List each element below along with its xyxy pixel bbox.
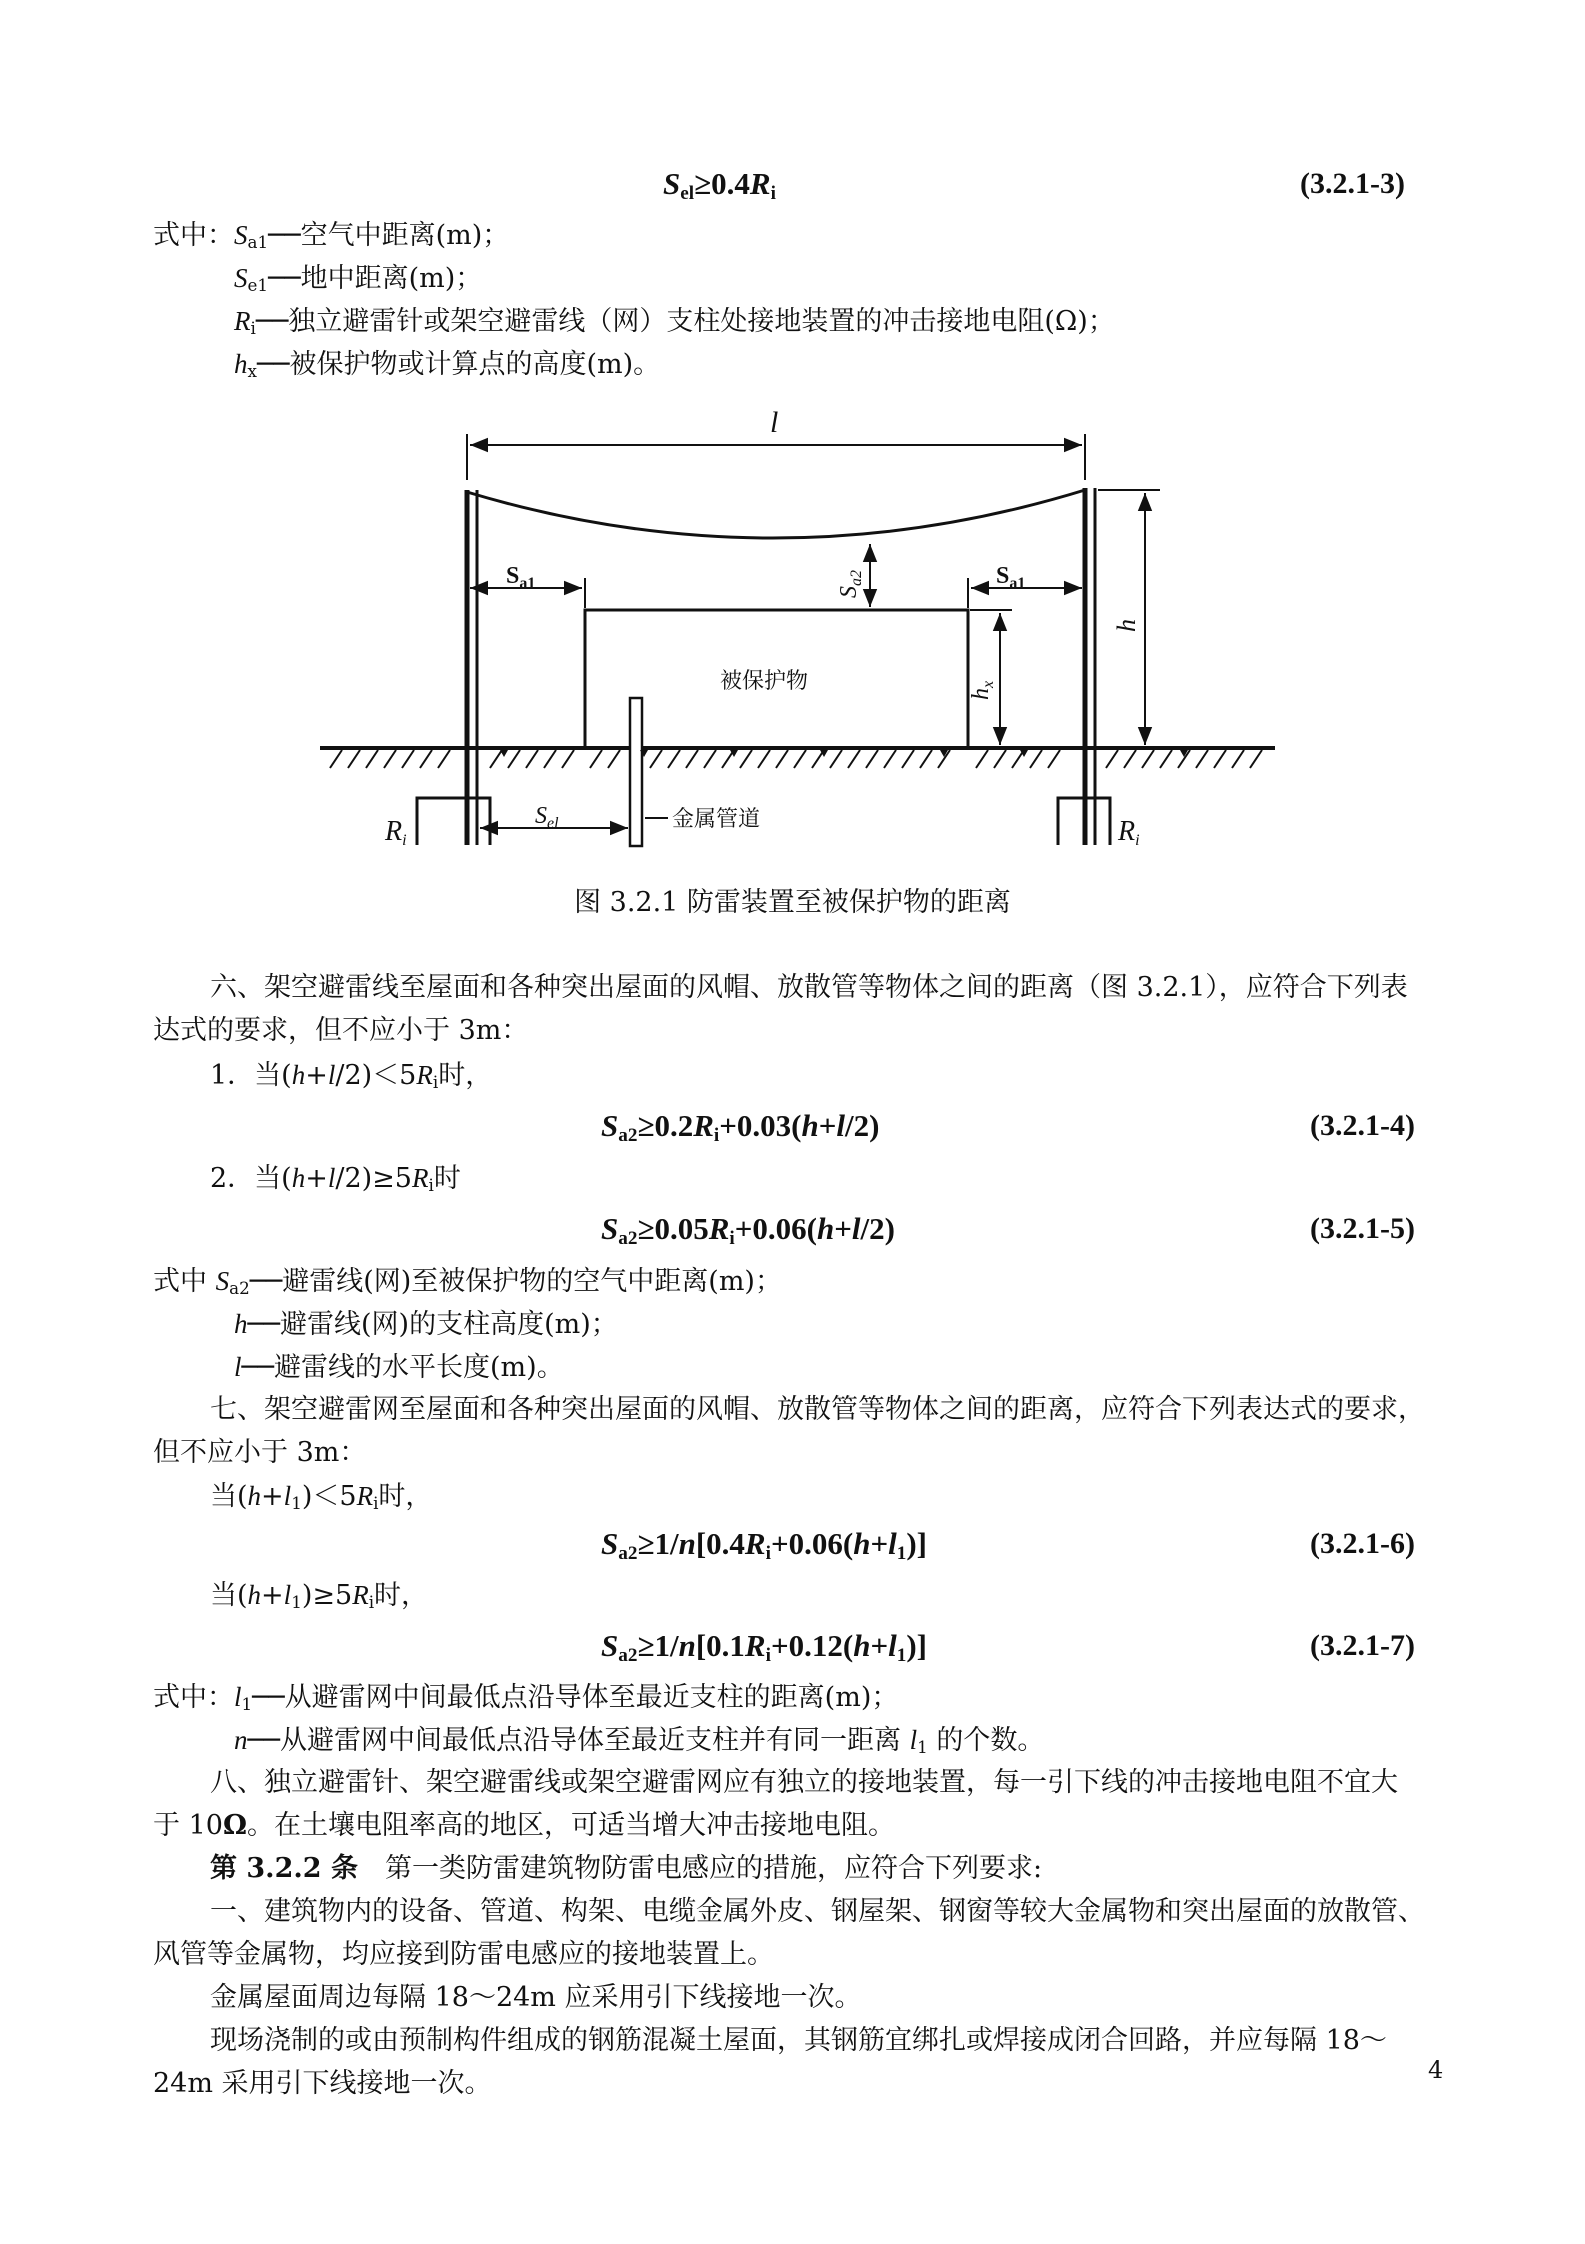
- condition-4: 当$(h+l_1)\ge 5R_i$时，: [210, 1580, 429, 1613]
- equation-3-2-1-6: $S_{a2}\ge 1/n[0.4R_i+0.06(h+l_1)]$: [601, 1526, 928, 1564]
- para-8-line-2: 于 10Ω。在土壤电阻率高的地区，可适当增大冲击接地电阻。: [153, 1810, 895, 1841]
- definition-h: h──避雷线(网)的支柱高度(m)；: [234, 1309, 618, 1340]
- equation-3-2-1-5: $S_{a2}\ge 0.05R_i+0.06(h+l/2)$: [601, 1211, 895, 1249]
- left-grounding-device: [417, 798, 490, 845]
- item-1-line-1: 一、建筑物内的设备、管道、构架、电缆金属外皮、钢屋架、钢窗等较大金属物和突出屋面的放散管、: [210, 1896, 1425, 1927]
- span-label: l: [770, 410, 779, 439]
- eq-symbol: S: [663, 166, 681, 201]
- item-1-line-2: 风管等金属物，均应接到防雷电感应的接地装置上。: [153, 1939, 774, 1970]
- se1-label: $S_{el}$: [535, 803, 559, 832]
- figure-caption: 图 3.2.1 防雷装置至被保护物的距离: [574, 887, 1011, 918]
- protected-object-label: 被保护物: [720, 669, 809, 694]
- equation-number: (3.2.1-7): [1310, 1629, 1415, 1662]
- overhead-wire: [467, 490, 1085, 538]
- ri-left-label: Ri: [385, 816, 407, 849]
- ri-right-label: Ri: [1118, 816, 1140, 849]
- para-6-line-2: 达式的要求，但不应小于 3m：: [153, 1015, 529, 1046]
- definition-se1: $S_{e1}──$地中距离(m)；: [234, 263, 483, 296]
- sa2-label: $S_{a2}$: [836, 570, 865, 598]
- definition-ri: $R_i──$独立避雷针或架空避雷线（网）支柱处接地装置的冲击接地电阻(Ω)；: [234, 306, 1115, 339]
- condition-3: 当$(h+l_1)<5R_i$时，: [210, 1481, 433, 1514]
- sa1-right-label: $S_{a1}$: [996, 563, 1026, 592]
- metal-pipe-label: 金属管道: [672, 807, 761, 832]
- rc-roof-line-1: 现场浇制的或由预制构件组成的钢筋混凝土屋面，其钢筋宜绑扎或焊接成闭合回路，并应每隔 18～: [210, 2025, 1387, 2056]
- equation-number: (3.2.1-4): [1310, 1109, 1415, 1142]
- condition-2: 2．当$(h+l/2)\ge 5R_i$时: [210, 1163, 461, 1196]
- equation-3-2-1-3: $S_{el}\ge 0.4R_i$: [663, 166, 776, 204]
- definition-sa2: 式中 $S_{a2}──$避雷线(网)至被保护物的空气中距离(m)；: [153, 1266, 782, 1299]
- definition-l1: 式中：$l_1──$从避雷网中间最低点沿导体至最近支柱的距离(m)；: [153, 1682, 899, 1715]
- definition-n: n──从避雷网中间最低点沿导体至最近支柱并有同一距离 $l_1$ 的个数。: [234, 1725, 1045, 1758]
- page-number: 4: [1428, 2056, 1444, 2084]
- metal-roof-paragraph: 金属屋面周边每隔 18～24m 应采用引下线接地一次。: [210, 1982, 862, 2013]
- para-7-line-2: 但不应小于 3m：: [153, 1437, 367, 1468]
- definition-sa1: 式中：$S_{a1}──$空气中距离(m)；: [153, 220, 510, 253]
- metal-pipe: [630, 698, 642, 846]
- lightning-protection-distance-figure: [300, 410, 1290, 870]
- rc-roof-line-2: 24m 采用引下线接地一次。: [153, 2068, 492, 2099]
- condition-1: 1．当$(h+l/2)<5R_i$时，: [210, 1060, 493, 1093]
- definition-hx: $h_x──$被保护物或计算点的高度(m)。: [234, 349, 661, 382]
- sa1-left-label: $S_{a1}$: [506, 563, 536, 592]
- h-label: h: [1112, 619, 1141, 632]
- article-3-2-2: 第 3.2.2 条 第一类防雷建筑物防雷电感应的措施，应符合下列要求:: [210, 1853, 1043, 1884]
- para-8-line-1: 八、独立避雷针、架空避雷线或架空避雷网应有独立的接地装置，每一引下线的冲击接地电阻不宜大: [210, 1767, 1398, 1798]
- hx-label: $h_x$: [968, 680, 997, 700]
- para-6-line-1: 六、架空避雷线至屋面和各种突出屋面的风帽、放散管等物体之间的距离（图 3.2.1），应符合下列表: [210, 972, 1408, 1003]
- para-7-line-1: 七、架空避雷网至屋面和各种突出屋面的风帽、放散管等物体之间的距离，应符合下列表达式的要求，: [210, 1394, 1425, 1425]
- equation-number: (3.2.1-3): [1300, 167, 1405, 200]
- equation-number: (3.2.1-5): [1310, 1212, 1415, 1245]
- equation-3-2-1-7: $S_{a2}\ge 1/n[0.1R_i+0.12(h+l_1)]$: [601, 1628, 928, 1666]
- equation-3-2-1-4: $S_{a2}\ge 0.2R_i+0.03(h+l/2)$: [601, 1108, 880, 1146]
- equation-number: (3.2.1-6): [1310, 1527, 1415, 1560]
- definition-l: l──避雷线的水平长度(m)。: [234, 1352, 564, 1383]
- ground-hatching: [330, 750, 1262, 768]
